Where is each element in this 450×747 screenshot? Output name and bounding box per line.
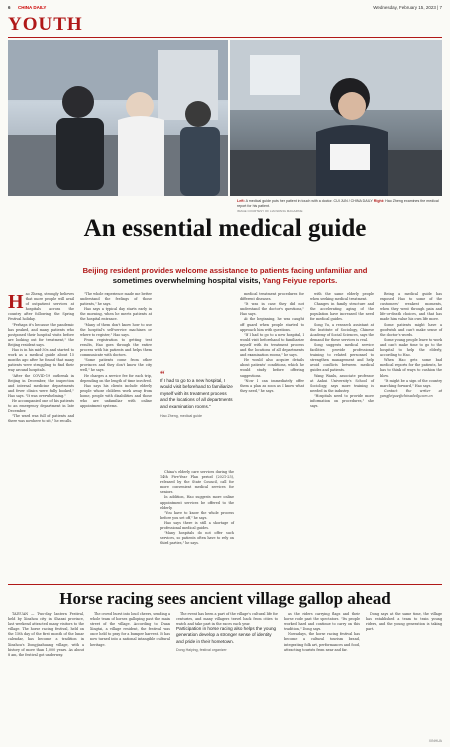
caption-left-label: Left: [237, 199, 245, 203]
issue-date: Wednesday, February 15, 2023 | 7 [373, 5, 442, 10]
paragraph: "The ward was full of patients and there was nowhere to sit," he recalls. [8, 414, 74, 424]
paragraph: Nowadays, the horse racing festival has become a cultural tourism brand, integrating folk art, performances and food, attracting tourists from near and far. [284, 632, 360, 652]
story-column-1 [8, 292, 74, 424]
story2-column-5 [366, 612, 442, 632]
story2-pull-quote-attribution: Dong Haiying, festival organizer [176, 648, 227, 653]
paragraph: Song suggests medical service facilities provide professional training to related personnel to strengthen management and help avoid conflicts between medical guides and patients. [310, 342, 374, 373]
caption-left-text: A medical guide puts her patient in touch with a doctor. [245, 199, 333, 203]
byline: Yang Feiyue reports. [262, 276, 338, 285]
paragraph: "Some patients come from other provinces and they don't know the city well," he says. [80, 358, 152, 373]
photo-illustration-left [8, 40, 228, 196]
paragraph: Hao says a typical day starts early in the morning, when he meets patients at the hospital entrance. [80, 307, 152, 322]
paragraph: Dong says at the same time, the village has established a team to train young riders, and the young generation is taking part. [366, 612, 442, 632]
paragraph: The crowd burst into loud cheers, sending a whole team of horses galloping past the main street of the village. According to Duan Xingtai, a village resident, the festival was once held to pray for a bumper harvest. It has now turned into a national intangible cultural heritage. [90, 612, 170, 647]
paragraph: with the same elderly people when seeking medical treatment. [310, 292, 374, 302]
paragraph: "Many hospitals do not offer such services, so patients often have to rely on third parties," he says. [160, 531, 234, 546]
caption-right-text: Hao Zheng examines the medical report for his patient. [237, 199, 439, 208]
deck-line-2: sometimes overwhelming hospital visits, [112, 276, 261, 285]
pull-quote-text: If I had to go to a new hospital, I would visit beforehand to familiarize myself with its treatment process and the locations of all departments and examination rooms.” [160, 378, 233, 409]
paragraph: At the beginning, he was caught off guard when people started to approach him with questions. [240, 317, 304, 332]
paragraph: Song Yu, a research assistant at the Institute of Sociology, Chinese Academy of Social Sciences, says the demand for these services is real. [310, 322, 375, 342]
paragraph: He charges a service fee for each trip, depending on the length of time involved. [80, 373, 152, 383]
page-number: 6 [8, 5, 11, 10]
paragraph: TAIYUAN — Two-day lantern Festival, held by Xinzhou city in Shanxi province, last weekend attracted many visitors to the village. The horse racing festival, held on the 15th day of the first month of the lunar calendar, has become a tradition in Xinzhou's Dongjiazhuang village, with a history of more than 1,000 years. As about 8 am, the festival got underway. [8, 612, 84, 657]
caption-credit: IMAGE COURTESY OF LIAOWANG MAGAZINE [237, 209, 303, 213]
paragraph: "It might be a sign of the country marching forward," Hao says. [380, 378, 442, 388]
story2-column-4 [284, 612, 360, 653]
paragraph: Some patients might have a goodwish and can't make sense of the doctor's words. [380, 322, 442, 337]
publication-name: CHINA DAILY [18, 5, 47, 10]
pull-quote [160, 370, 234, 418]
photo-caption [237, 199, 442, 214]
deck-line-1: Beijing resident provides welcome assistance to patients facing unfamiliar and [82, 266, 368, 275]
paragraph: Changes in family structure and the accelerating aging of the population have increased the need for medical guides. [310, 302, 374, 322]
paragraph: Some young people leave to work and can't make time to go to the hospital to help the elderly, according to Hao. [380, 337, 443, 358]
story-divider [8, 584, 442, 585]
masthead [8, 3, 442, 13]
story-column-5 [310, 292, 374, 409]
quote-mark: “ [160, 369, 165, 379]
story-column-3 [160, 470, 234, 546]
source-credit: XINHUA [428, 739, 442, 743]
story-column-2 [80, 292, 152, 409]
paragraph: "The whole experience made me better understand the feelings of those patients," he says. [80, 292, 152, 307]
paragraph: From registration to getting test results, Hao goes through the entire process with his patients and helps them communicate with doctors. [80, 337, 152, 358]
paragraph: "Many of them don't know how to use the hospital's self-service machines or where to register," Hao says. [80, 322, 152, 337]
paragraph: "You have to know the whole process before you set off," he says. [160, 510, 234, 520]
paragraph: "It was in case they did not understand the doctor's questions," Hao says. [240, 302, 304, 317]
paragraph: He accompanied one of his patients to an emergency department in late December. [8, 398, 74, 414]
photo-medical-guide [8, 40, 228, 196]
paragraph: Hao says there is still a shortage of professional medical guides. [160, 520, 234, 531]
drop-cap: H [8, 291, 24, 313]
paragraph: as the riders carrying flags and their horse rode past the spectators. "Its people worked hard and continue to carry on this tradition," Dong says. [284, 612, 360, 632]
photo-hao-zheng [230, 40, 442, 196]
paragraph: "After the COVID-19 outbreak in Beijing in December, the inspection and internal medicine departments and fever clinics were fully booked," Hao says. "It was overwhelming." [8, 373, 74, 398]
main-headline: An essential medical guide [83, 215, 367, 242]
story2-pull-quote [176, 626, 278, 652]
photo-illustration-right [230, 40, 442, 196]
paragraph: When Hao gets some bad medical reports for the patients, he has to think of ways to cushion the blow. [380, 358, 442, 378]
story2-column-1 [8, 612, 84, 658]
paragraph: "If I had to go to a new hospital, I would visit beforehand to familiarize myself with its treatment process and the locations of all departments and examination rooms," he says. [240, 332, 304, 358]
photo-strip [8, 40, 442, 196]
story2-column-2 [90, 612, 170, 648]
story-deck [40, 266, 410, 286]
story-column-6 [380, 292, 442, 399]
paragraph: medical treatment procedures for different diseases. [240, 292, 304, 302]
writer-contact: Contact the writer at yangfeiyue@chinadaily.com.cn [380, 388, 442, 398]
paragraph: He would also acquire details about patients' conditions, which he would study before offering suggestions. [240, 358, 304, 378]
section-divider [8, 37, 442, 38]
caption-center: CUI JUN / CHINA DAILY [333, 199, 373, 203]
paragraph: "Hospitals need to provide more information on procedures," she says. [310, 393, 374, 409]
paragraph: Wang Wanlu, associate professor at Anhui University's School of Sociology, says more training is needed in the industry. [310, 373, 374, 393]
paragraph: Being a medical guide has exposed Hao to some of the customers' weakest moments, when they went through pain and life-or-death choices, and that has made him value his own life more. [380, 292, 442, 322]
paragraph: "Perhaps it's because the pandemic has peaked, and many patients who postponed their hospital visits before are looking out for treatment," the Beijing resident says. [8, 322, 74, 347]
paragraph: The event has been a part of the village's cultural life for centuries, and many villagers travel back from cities to watch and take part in the races each year. [176, 612, 278, 627]
story-column-4 [240, 292, 304, 394]
pull-quote-attribution: Hao Zheng, medical guide [160, 414, 202, 419]
section-title: YOUTH [8, 14, 83, 35]
paragraph: In addition, Hao suggests more online appointment services be offered to the elderly. [160, 495, 234, 510]
story2-pull-quote-text: Participation in horse racing also helps the young generation develop a stronger sense of identity and pride in their hometown. [176, 626, 277, 644]
caption-right-label: Right: [373, 199, 385, 203]
paragraph: China's elderly care services during the 14th Five-Year Plan period (2021-25), released by the State Council, call for more convenient medical services for seniors. [160, 470, 234, 495]
second-headline: Horse racing sees ancient village gallop ahead [59, 589, 391, 608]
paragraph: "Now I can immediately offer them a plan as soon as I know what they need," he says. [240, 378, 304, 393]
lead-paragraph: ao Zheng, strongly believes that more people will avail of outpatient services at hospitals across the country after following the Spring Festival holiday. [8, 292, 74, 322]
story2-column-3 [176, 612, 278, 627]
paragraph: Hao is in his mid-30s and started to work as a medical guide about 15 months ago after he found that many patients were struggling to find their way around hospitals. [8, 348, 74, 373]
paragraph: Hao says his clients include elderly people whose children work away from home, people with disabilities and those who are unfamiliar with online appointment systems. [80, 383, 152, 409]
